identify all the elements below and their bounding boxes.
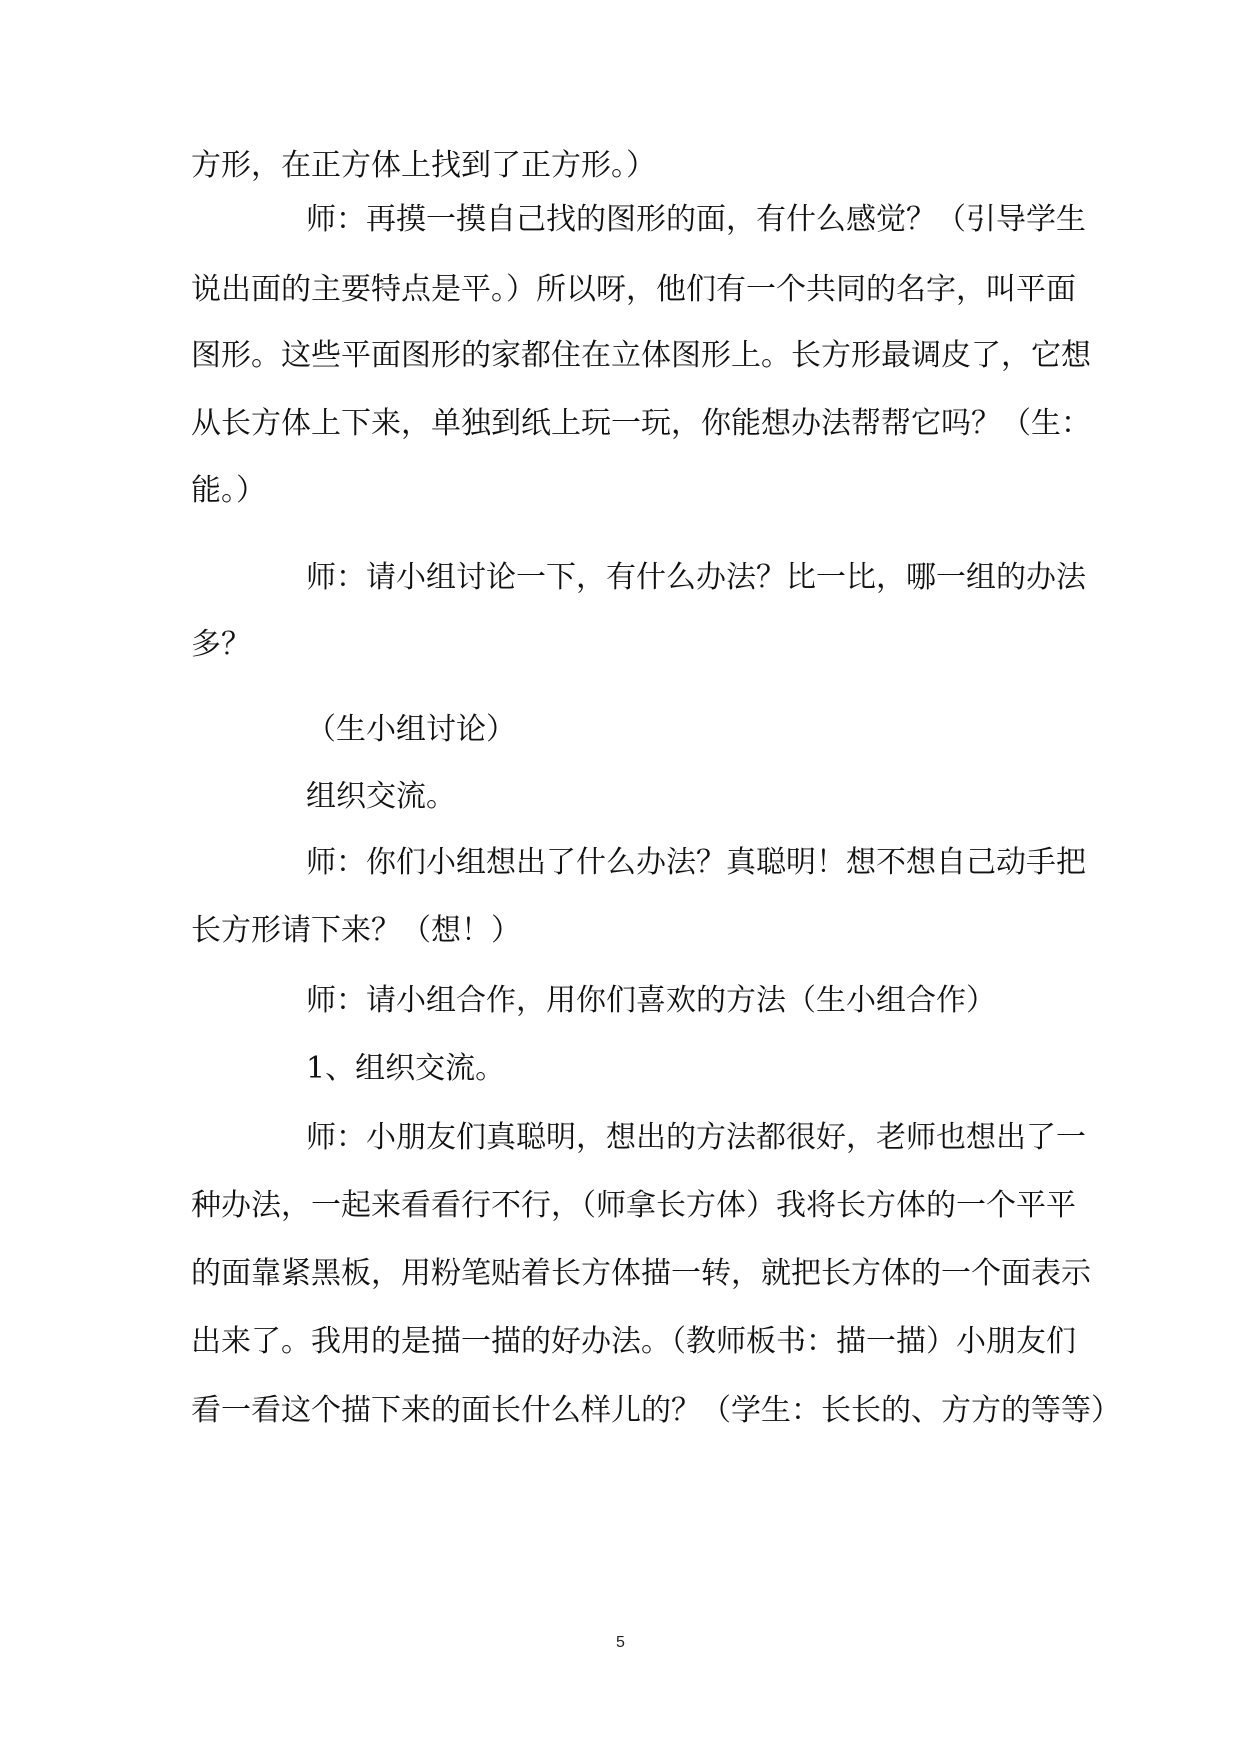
text-line: 方形，在正方体上找到了正方形。） xyxy=(191,148,656,183)
text-line: （生小组讨论） xyxy=(306,712,516,747)
text-line: 种办法，一起来看看行不行，（师拿长方体）我将长方体的一个平平 xyxy=(191,1188,1076,1223)
text-line: 师：小朋友们真聪明，想出的方法都很好，老师也想出了一 xyxy=(306,1120,1086,1155)
text-line: 图形。这些平面图形的家都住在立体图形上。长方形最调皮了，它想 xyxy=(191,338,1091,373)
text-line: 说出面的主要特点是平。）所以呀，他们有一个共同的名字，叫平面 xyxy=(191,272,1076,307)
text-line: 多？ xyxy=(191,627,251,662)
text-line: 组织交流。 xyxy=(306,779,456,814)
text-line: 出来了。我用的是描一描的好办法。（教师板书：描一描）小朋友们 xyxy=(191,1324,1076,1359)
text-line: 师：请小组合作，用你们喜欢的方法（生小组合作） xyxy=(306,983,996,1018)
text-line: 师：你们小组想出了什么办法？真聪明！想不想自己动手把 xyxy=(306,845,1086,880)
text-line: 1、组织交流。 xyxy=(306,1051,506,1086)
text-line: 师：请小组讨论一下，有什么办法？比一比，哪一组的办法 xyxy=(306,560,1086,595)
text-line: 能。） xyxy=(191,473,266,508)
text-line: 长方形请下来？（想！） xyxy=(191,913,521,948)
text-line: 从长方体上下来，单独到纸上玩一玩，你能想办法帮帮它吗？（生： xyxy=(191,406,1091,441)
text-line: 师：再摸一摸自己找的图形的面，有什么感觉？（引导学生 xyxy=(306,202,1086,237)
text-line: 的面靠紧黑板，用粉笔贴着长方体描一转，就把长方体的一个面表示 xyxy=(191,1256,1091,1291)
page-number: 5 xyxy=(616,1634,625,1651)
text-line: 看一看这个描下来的面长什么样儿的？（学生：长长的、方方的等等） xyxy=(191,1393,1121,1428)
